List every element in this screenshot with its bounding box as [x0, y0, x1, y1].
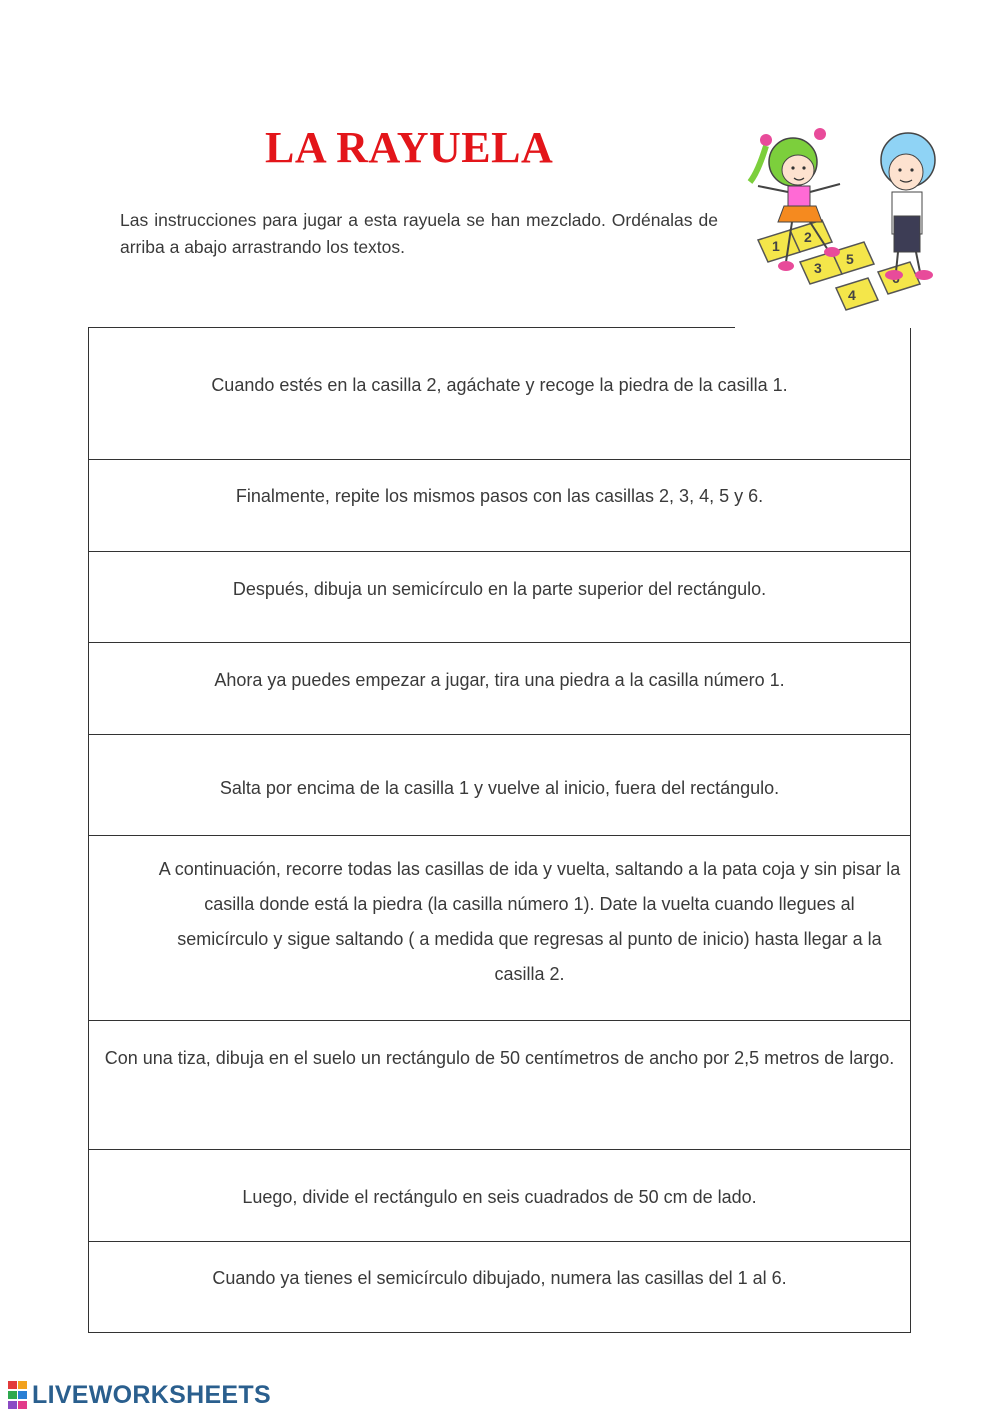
page-title: LA RAYUELA	[265, 123, 554, 172]
instruction-text: Cuando ya tienes el semicírculo dibujado, numera las casillas del 1 al 6.	[212, 1267, 787, 1288]
draggable-instruction-item[interactable]	[89, 1241, 910, 1332]
brand-name: LIVEWORKSHEETS	[32, 1380, 271, 1409]
hopscotch-number: 3	[814, 260, 822, 276]
draggable-instruction-item[interactable]	[89, 328, 910, 459]
instruction-table	[88, 328, 911, 1333]
hopscotch-number: 1	[772, 238, 780, 254]
liveworksheets-logo-icon	[8, 1381, 28, 1409]
instruction-text: Finalmente, repite los mismos pasos con las casillas 2, 3, 4, 5 y 6.	[235, 486, 764, 506]
hopscotch-number: 4	[848, 287, 856, 303]
draggable-instruction-item[interactable]	[89, 551, 910, 642]
instruction-text: Cuando estés en la casilla 2, agáchate y recoge la piedra de la casilla 1.	[211, 375, 788, 395]
draggable-instruction-item[interactable]	[89, 459, 910, 551]
instruction-text: Luego, divide el rectángulo en seis cuadrados de 50 cm de lado.	[242, 1187, 757, 1207]
instruction-text: Salta por encima de la casilla 1 y vuelve al inicio, fuera del rectángulo.	[219, 777, 780, 798]
draggable-instruction-item[interactable]	[89, 1149, 910, 1241]
draggable-instruction-item[interactable]	[89, 642, 910, 734]
instruction-text: Después, dibuja un semicírculo en la parte superior del rectángulo.	[232, 578, 767, 599]
liveworksheets-logo	[8, 1378, 271, 1412]
children-hopscotch-illustration	[728, 112, 960, 327]
draggable-instruction-item[interactable]	[89, 1020, 910, 1149]
draggable-instruction-item[interactable]	[89, 734, 910, 835]
boy-figure	[881, 133, 935, 280]
instructions-text: Las instrucciones para jugar a esta rayuela se han mezclado. Ordénalas de arriba a abajo arrastrando los textos.	[120, 210, 718, 257]
draggable-instruction-item[interactable]	[89, 835, 910, 1020]
hopscotch-number: 2	[804, 229, 812, 245]
instruction-text: Con una tiza, dibuja en el suelo un rectángulo de 50 centímetros de ancho por 2,5 metros de largo.	[104, 1048, 895, 1068]
hopscotch-number: 5	[846, 251, 854, 267]
instruction-text: Ahora ya puedes empezar a jugar, tira una piedra a la casilla número 1.	[214, 670, 785, 690]
instruction-text: A continuación, recorre todas las casillas de ida y vuelta, saltando a la pata coja y sin pisar la casilla donde está la piedra (la casilla número 1). Date la vuelta cuando llegues al semicírculo y sigue saltando ( a medida que regresas al punto de inicio) hasta llegar a la casilla 2.	[158, 859, 901, 984]
